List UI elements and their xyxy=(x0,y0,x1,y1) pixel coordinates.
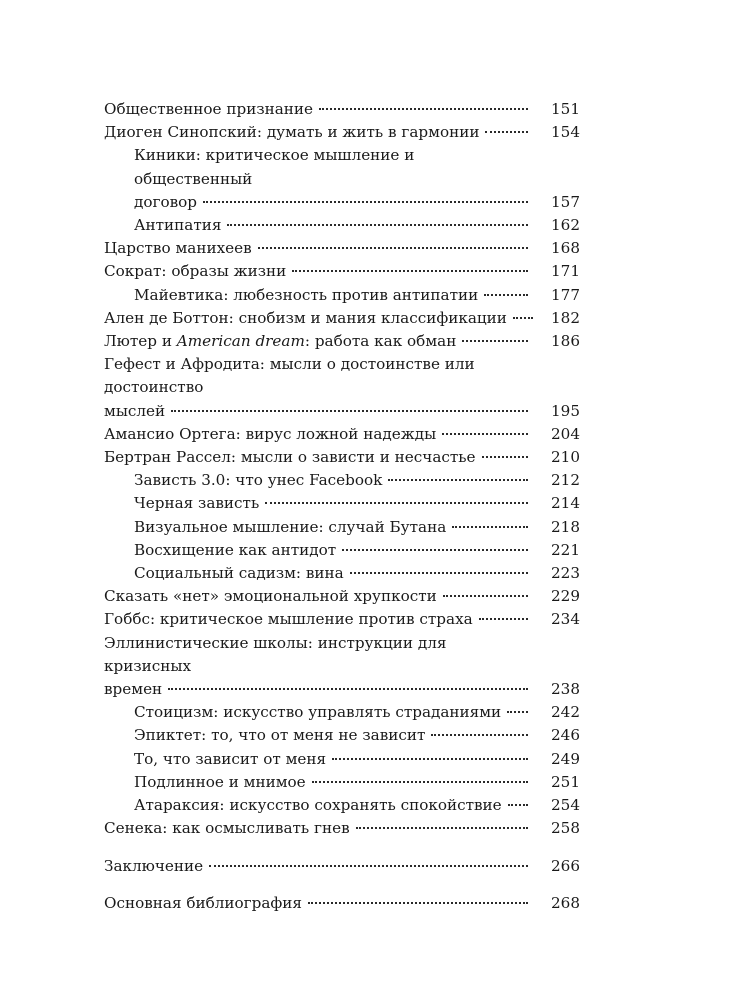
toc-entry xyxy=(104,423,580,446)
dot-leader xyxy=(442,433,528,435)
toc-page-number: 157 xyxy=(551,192,580,211)
toc-entry-title-italic-part: American dream xyxy=(176,332,305,351)
dot-leader xyxy=(452,526,528,528)
toc-entry-title-line-1: Киники: критическое мышление и общественный xyxy=(134,146,415,188)
toc-entry-title: Царство манихеев xyxy=(104,239,252,258)
toc-entry xyxy=(104,330,580,353)
toc-subentry xyxy=(104,562,580,585)
dot-leader xyxy=(292,270,528,272)
toc-entry-title: Черная зависть xyxy=(134,494,260,513)
dot-leader xyxy=(431,734,528,736)
toc-entry-title-part: Лютер и xyxy=(104,332,177,351)
toc-page-number: 171 xyxy=(551,262,580,281)
toc-page-number: 182 xyxy=(551,308,580,327)
toc-page-number: 251 xyxy=(551,772,580,791)
toc-page-number: 238 xyxy=(551,680,580,699)
toc-page-number: 266 xyxy=(551,856,580,875)
toc-page-number: 214 xyxy=(551,494,580,513)
dot-leader xyxy=(485,131,528,133)
toc-entry xyxy=(104,892,580,915)
toc-page-number: 254 xyxy=(551,796,580,815)
toc-subentry xyxy=(104,469,580,492)
toc-entry xyxy=(104,260,580,283)
toc-page-number: 242 xyxy=(551,703,580,722)
toc-entry-title: Ален де Боттон: снобизм и мания классификации xyxy=(104,308,507,327)
dot-leader xyxy=(443,595,528,597)
dot-leader xyxy=(171,410,528,412)
dot-leader xyxy=(484,294,528,296)
toc-entry-title: Диоген Синопский: думать и жить в гармонии xyxy=(104,123,480,142)
toc-entry-title: Сенека: как осмысливать гнев xyxy=(104,819,350,838)
dot-leader xyxy=(332,758,528,760)
toc-entry-title: То, что зависит от меня xyxy=(134,749,327,768)
dot-leader xyxy=(350,572,528,574)
dot-leader xyxy=(462,340,528,342)
toc-page-number: 234 xyxy=(551,610,580,629)
toc-entry-title: Сказать «нет» эмоциональной хрупкости xyxy=(104,587,437,606)
toc-entry-title: Стоицизм: искусство управлять страданиями xyxy=(134,703,502,722)
toc-entry xyxy=(104,353,580,423)
dot-leader xyxy=(508,804,528,806)
toc-subentry xyxy=(104,539,580,562)
dot-leader xyxy=(308,902,528,904)
toc-entry xyxy=(104,585,580,608)
toc-page-number: 151 xyxy=(551,100,580,118)
toc-page-number: 210 xyxy=(551,448,580,467)
toc-page-number: 204 xyxy=(551,424,580,443)
toc-entry-title: Подлинное и мнимое xyxy=(134,772,306,791)
toc-entry xyxy=(104,446,580,469)
dot-leader xyxy=(513,317,533,319)
toc-entry xyxy=(104,632,580,702)
dot-leader xyxy=(203,201,528,203)
toc-page-number: 221 xyxy=(551,540,580,559)
toc-page-number: 258 xyxy=(551,819,580,838)
toc-subentry xyxy=(104,284,580,307)
toc-entry xyxy=(104,307,580,330)
dot-leader xyxy=(209,865,528,867)
toc-entry-title: Основная библиография xyxy=(104,893,303,912)
toc-page-number: 177 xyxy=(551,285,580,304)
toc-entry-title: Атараксия: искусство сохранять спокойствие xyxy=(134,796,502,815)
toc-entry-title: Антипатия xyxy=(134,216,222,235)
toc-subentry xyxy=(104,724,580,747)
dot-leader xyxy=(312,781,528,783)
toc-subentry xyxy=(104,701,580,724)
table-of-contents xyxy=(104,98,580,915)
dot-leader xyxy=(168,688,528,690)
toc-subentry xyxy=(104,492,580,515)
toc-entry-title: Сократ: образы жизни xyxy=(104,262,287,281)
dot-leader xyxy=(227,224,528,226)
toc-entry-title: Восхищение как антидот xyxy=(134,540,337,559)
toc-page-number: 154 xyxy=(551,123,580,142)
toc-entry-title: Заключение xyxy=(104,856,204,875)
dot-leader xyxy=(356,827,528,829)
toc-entry-title-line-2: мыслей xyxy=(104,401,166,420)
toc-page-number: 229 xyxy=(551,587,580,606)
toc-entry-title-line-1: Гефест и Афродита: мысли о достоинстве или достоинство xyxy=(104,355,475,397)
toc-page-number: 268 xyxy=(551,893,580,912)
toc-page-number: 218 xyxy=(551,517,580,536)
dot-leader xyxy=(507,711,528,713)
toc-entry-title-line-1: Эллинистические школы: инструкции для кризисных xyxy=(104,633,447,675)
toc-page-number: 249 xyxy=(551,749,580,768)
toc-page-number: 223 xyxy=(551,564,580,583)
toc-entry xyxy=(104,855,580,878)
dot-leader xyxy=(265,502,528,504)
toc-entry-title: Общественное признание xyxy=(104,100,314,118)
dot-leader xyxy=(258,247,528,249)
toc-entry-title: Гоббс: критическое мышление против страха xyxy=(104,610,473,629)
toc-subentry xyxy=(104,144,580,214)
toc-subentry xyxy=(104,748,580,771)
toc-entry-title: Визуальное мышление: случай Бутана xyxy=(134,517,447,536)
toc-entry-title: Амансио Ортега: вирус ложной надежды xyxy=(104,424,437,443)
toc-entry-title-part: : работа как обман xyxy=(304,332,457,351)
dot-leader xyxy=(319,108,528,110)
toc-entry xyxy=(104,608,580,631)
dot-leader xyxy=(479,618,528,620)
toc-entry-title xyxy=(104,330,456,353)
toc-subentry xyxy=(104,214,580,237)
toc-entry xyxy=(104,237,580,260)
toc-page-number: 246 xyxy=(551,726,580,745)
dot-leader xyxy=(342,549,528,551)
dot-leader xyxy=(388,479,528,481)
toc-subentry xyxy=(104,794,580,817)
toc-page-number: 212 xyxy=(551,471,580,490)
toc-page-number: 186 xyxy=(551,332,580,351)
toc-subentry xyxy=(104,516,580,539)
toc-page-number: 162 xyxy=(551,216,580,235)
toc-page-number: 168 xyxy=(551,239,580,258)
dot-leader xyxy=(482,456,528,458)
toc-entry-title: Зависть 3.0: что унес Facebook xyxy=(134,471,383,490)
toc-entry xyxy=(104,817,580,840)
toc-entry-title: Бертран Рассел: мысли о зависти и несчастье xyxy=(104,448,476,467)
toc-entry xyxy=(104,98,580,121)
toc-entry-title: Эпиктет: то, что от меня не зависит xyxy=(134,726,426,745)
toc-entry-title: Социальный садизм: вина xyxy=(134,564,344,583)
toc-entry-title-line-2: договор xyxy=(134,192,198,211)
toc-page-number: 195 xyxy=(551,401,580,420)
toc-entry-title: Майевтика: любезность против антипатии xyxy=(134,285,479,304)
toc-entry xyxy=(104,121,580,144)
toc-subentry xyxy=(104,771,580,794)
toc-entry-title-line-2: времен xyxy=(104,680,163,699)
